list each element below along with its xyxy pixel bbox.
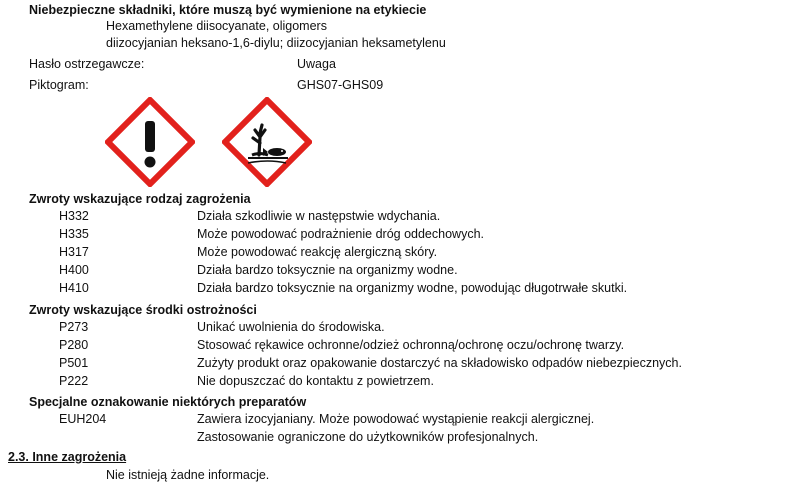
precaution-text: Unikać uwolnienia do środowiska. xyxy=(197,320,385,334)
hazard-code: H332 xyxy=(59,209,89,223)
hazard-text: Działa bardzo toksycznie na organizmy wodne, powodując długotrwałe skutki. xyxy=(197,281,628,295)
hazard-code: H410 xyxy=(59,281,89,295)
precaution-code: P501 xyxy=(59,356,89,370)
special-code: EUH204 xyxy=(59,412,107,426)
special-text: Zastosowanie ograniczone do użytkowników profesjonalnych. xyxy=(197,430,539,444)
component-line: diizocyjanian heksano-1,6-diylu; diizocyjanian heksametylenu xyxy=(106,36,446,50)
hazard-code: H317 xyxy=(59,245,89,259)
hazard-code: H400 xyxy=(59,263,89,277)
precaution-text: Nie dopuszczać do kontaktu z powietrzem. xyxy=(197,374,434,388)
hazard-text: Działa bardzo toksycznie na organizmy wodne. xyxy=(197,263,458,277)
precaution-code: P280 xyxy=(59,338,89,352)
pictogram-value: GHS07-GHS09 xyxy=(297,78,384,92)
hazard-statements-title: Zwroty wskazujące rodzaj zagrożenia xyxy=(29,192,251,206)
signal-word-value: Uwaga xyxy=(297,57,336,71)
hazard-text: Działa szkodliwie w następstwie wdychania. xyxy=(197,209,441,223)
environment-hazard-icon xyxy=(222,97,312,187)
special-labelling-title: Specjalne oznakowanie niektórych preparatów xyxy=(29,395,307,409)
component-line: Hexamethylene diisocyanate, oligomers xyxy=(106,19,327,33)
hazard-text: Może powodować reakcję alergiczną skóry. xyxy=(197,245,438,259)
signal-word-label: Hasło ostrzegawcze: xyxy=(29,57,145,71)
other-hazards-title: 2.3. Inne zagrożenia xyxy=(8,450,127,464)
pictogram-label: Piktogram: xyxy=(29,78,89,92)
section-title: Niebezpieczne składniki, które muszą być wymienione na etykiecie xyxy=(29,3,427,17)
exclamation-mark-icon xyxy=(105,97,195,187)
precautionary-statements-title: Zwroty wskazujące środki ostrożności xyxy=(29,303,257,317)
precaution-code: P222 xyxy=(59,374,89,388)
other-hazards-text: Nie istnieją żadne informacje. xyxy=(106,468,270,482)
special-text: Zawiera izocyjaniany. Może powodować wystąpienie reakcji alergicznej. xyxy=(197,412,595,426)
precaution-text: Zużyty produkt oraz opakowanie dostarczyć na składowisko odpadów niebezpiecznych. xyxy=(197,356,682,370)
hazard-text: Może powodować podrażnienie dróg oddechowych. xyxy=(197,227,484,241)
precaution-code: P273 xyxy=(59,320,89,334)
precaution-text: Stosować rękawice ochronne/odzież ochronną/ochronę oczu/ochronę twarzy. xyxy=(197,338,625,352)
hazard-code: H335 xyxy=(59,227,89,241)
